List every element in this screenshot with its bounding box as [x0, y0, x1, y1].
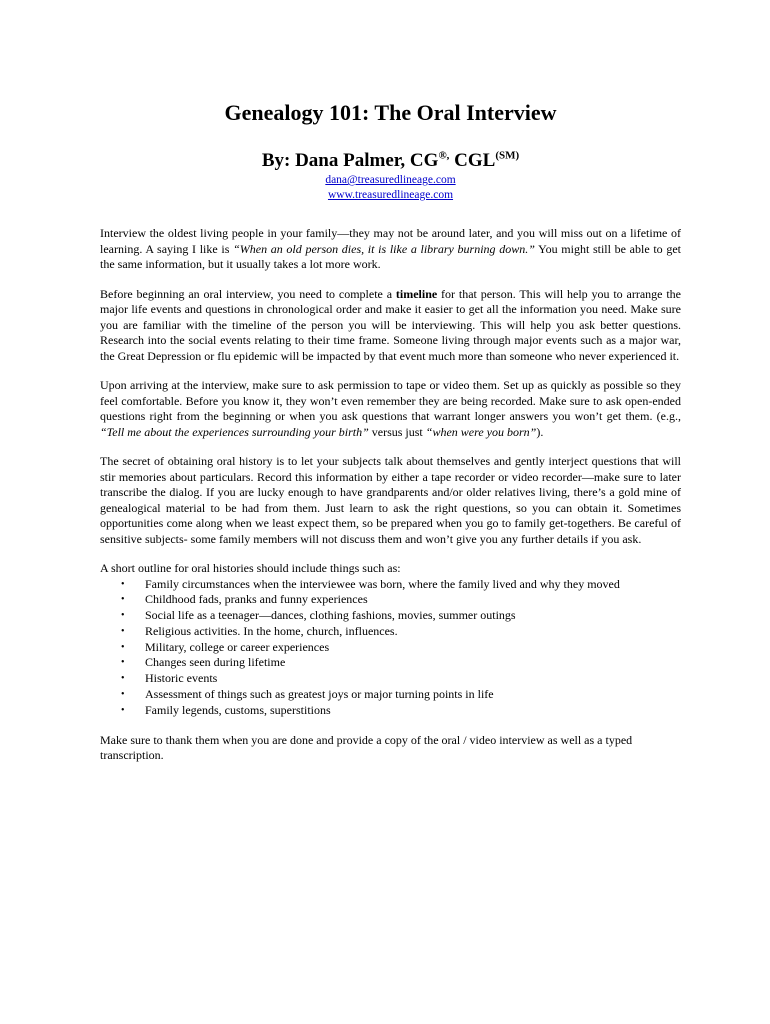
paragraph-text: Interview the oldest living people in your family—they may not be around later, and you will miss out on a lifetime of learning. A saying I like is	[100, 226, 681, 256]
registered-mark: ®,	[438, 149, 450, 162]
example-question-closed: “when were you born”	[425, 424, 537, 439]
bullet-icon: •	[121, 641, 125, 653]
list-item	[121, 623, 681, 640]
list-item	[121, 655, 681, 671]
paragraph-text: ).	[536, 424, 544, 439]
bullet-icon: •	[121, 673, 125, 685]
list-item-text: Family circumstances when the interviewee was born, where the family lived and why they moved	[145, 576, 620, 591]
service-mark: (SM)	[495, 149, 520, 162]
paragraph-closing: Make sure to thank them when you are done and provide a copy of the oral / video interview as well as a typed transcription.	[100, 732, 633, 763]
paragraph-secret: The secret of obtaining oral history is to let your subjects talk about themselves and gently interject questions that will stir memories about particulars. Record this information by either a tape recorder or video recorder—make sure to later transcribe the dialog. If you are lucky enough to have grandparents and/or older relatives living, there’s a gold mine of genealogical material to be had from them. Just learn to ask the right questions, so you can obtain it. Sometimes opportunities come along when we least expect them, so be prepared when you go to family get-togethers. Be careful of sensitive subjects- some family members will not discuss them and won’t give you any further details if you ask.	[100, 454, 681, 546]
bullet-icon: •	[121, 689, 125, 701]
list-item-text: Childhood fads, pranks and funny experiences	[145, 592, 368, 607]
author-byline	[100, 149, 681, 173]
byline-credential: CGL	[449, 150, 496, 171]
list-item-text: Social life as a teenager—dances, clothing fashions, movies, summer outings	[145, 608, 516, 623]
list-item-text: Military, college or career experiences	[145, 639, 330, 654]
bullet-icon: •	[121, 704, 125, 716]
paragraph-text: Before beginning an oral interview, you need to complete a	[100, 286, 396, 301]
paragraph-text: Upon arriving at the interview, make sure to ask permission to tape or video them. Set up as quickly as possible so they feel comfortable. Before you know it, they won’t even remember they are being recorded. Make sure to ask open-ended questions right from the beginning or when you ask questions that warrant longer answers you won’t get them. (e.g.,	[100, 378, 681, 423]
list-item	[121, 592, 681, 608]
list-item	[121, 608, 681, 624]
list-item-text: Family legends, customs, superstitions	[145, 702, 331, 717]
list-item	[121, 687, 681, 703]
bullet-icon: •	[121, 578, 125, 590]
bullet-icon: •	[121, 594, 125, 606]
timeline-keyword: timeline	[395, 286, 438, 301]
document-title: Genealogy 101: The Oral Interview	[224, 100, 557, 125]
list-item-text: Changes seen during lifetime	[145, 655, 286, 670]
list-item	[121, 639, 681, 656]
bullet-icon: •	[121, 625, 125, 637]
list-item-text: Assessment of things such as greatest joys or major turning points in life	[145, 687, 494, 702]
paragraph-arriving	[100, 378, 681, 440]
email-link[interactable]: dana@treasuredlineage.com	[325, 174, 456, 186]
outline-intro: A short outline for oral histories should include things such as:	[100, 561, 401, 575]
list-item-text: Historic events	[145, 671, 218, 686]
contact-links	[100, 173, 681, 203]
bullet-icon: •	[121, 657, 125, 669]
list-item	[121, 702, 681, 719]
paragraph-text: for that person. This will help you to arrange the major life events and questions in chronological order and make it easier to get all the information you need. Make sure you are familiar with the timeline of the person you will be interviewing. This will help you ask better questions. Research into the social events relating to their time frame. Someone living through major events such as a major war, the Great Depression or flu epidemic will be impacted by that event much more than someone who never experienced it.	[100, 286, 681, 363]
list-item-text: Religious activities. In the home, church, influences.	[145, 623, 398, 638]
website-link[interactable]: www.treasuredlineage.com	[327, 189, 454, 201]
list-item	[121, 576, 681, 593]
bullet-icon: •	[121, 610, 125, 622]
paragraph-text: versus just	[368, 424, 426, 439]
byline-prefix: By: Dana Palmer, CG	[261, 150, 439, 171]
library-quote: “When an old person dies, it is like a library burning down.”	[233, 241, 535, 256]
paragraph-timeline	[100, 287, 681, 365]
paragraph-text: You might still be able to get the same information, but it usually takes a lot more work.	[100, 241, 682, 271]
example-question-open: “Tell me about the experiences surrounding your birth”	[100, 424, 369, 439]
outline-list	[100, 577, 681, 719]
paragraph-intro	[100, 226, 681, 273]
list-item	[121, 671, 681, 687]
